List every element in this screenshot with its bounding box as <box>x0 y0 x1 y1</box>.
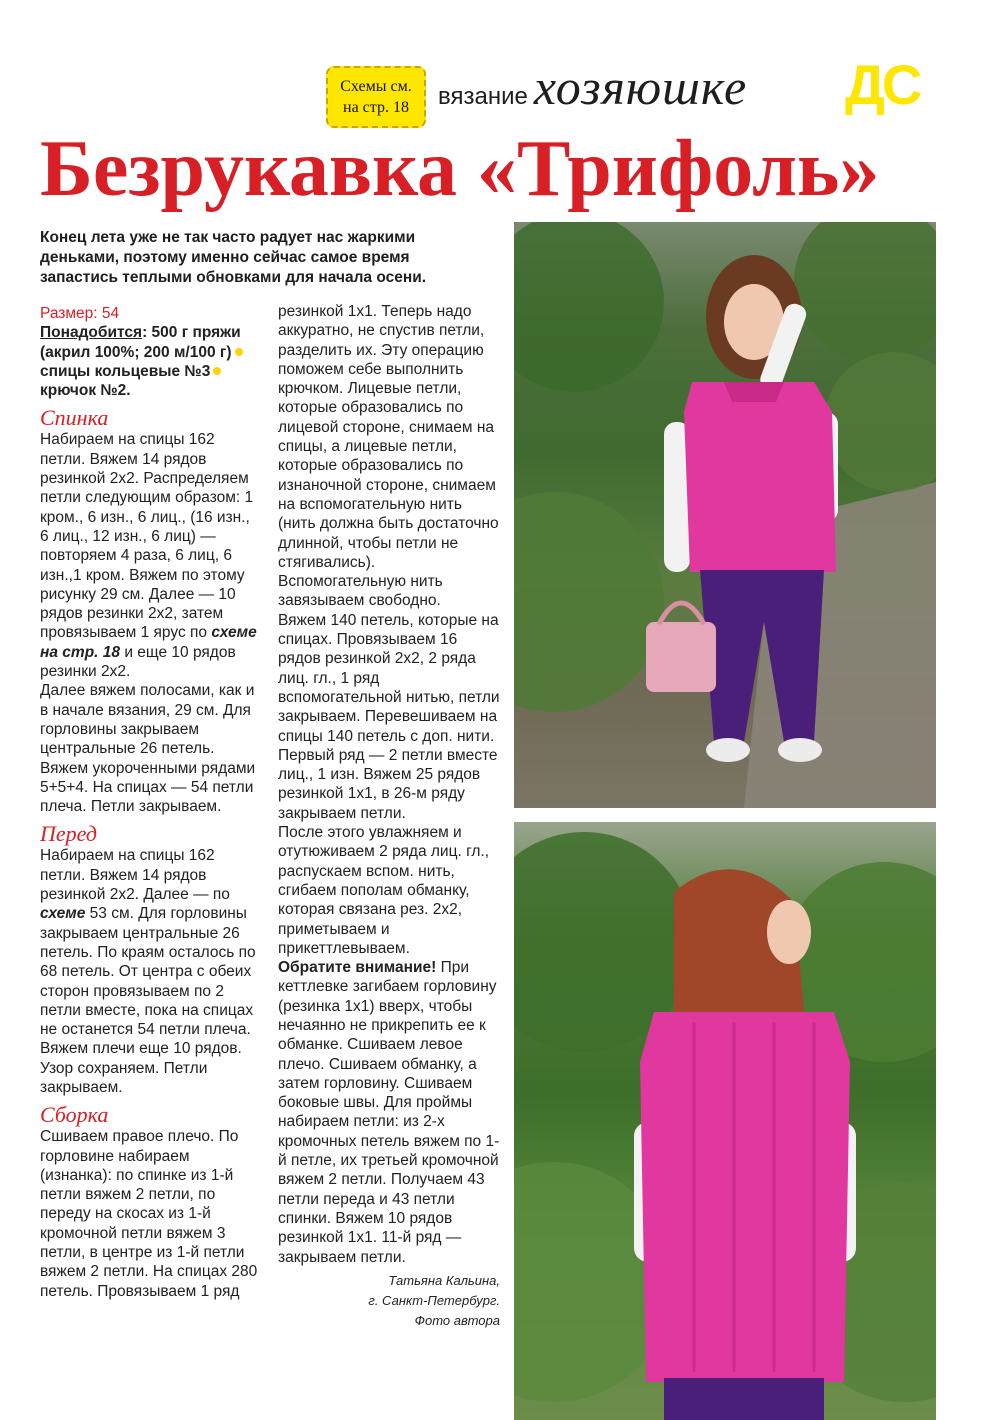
front-paragraph <box>40 846 262 1097</box>
bullet-icon <box>235 348 243 356</box>
author-city: г. Санкт-Петербург. <box>368 1292 500 1308</box>
magazine-logo: ДС <box>845 53 920 116</box>
text-column-1 <box>40 304 262 1301</box>
front-text-b: 53 см. Для горловины закрываем центральные 26 петель. По краям осталось по 68 петель. От центра с обеих сторон провязываем по 2 петли вместе, пока на спицах не останется 54 петли плеча. Вяжем плечи еще 10 рядов. Узор сохраняем. Петли закрываем. <box>40 905 256 1096</box>
assembly-paragraph-4: После этого увлажняем и отутюживаем 2 ряда лиц. гл., распускаем вспом. нить, сгибаем пополам обманку, которая связана рез. 2х2, приметываем и прикеттлевываем. <box>278 824 490 957</box>
back-text-a: Набираем на спицы 162 петли. Вяжем 14 рядов резинкой 2х2. Распределяем петли следующим образом: 1 кром., 6 изн., 6 лиц., (16 изн., 6 лиц., 12 изн., 6 лиц) — повторяем 4 раза, 6 лиц, 6 изн.,1 кром. Вяжем по этому рисунку 29 см. Далее — 10 рядов резинки 2х2, затем провязываем 1 ярус по <box>40 431 254 642</box>
assembly-text-e: При кеттлевке загибаем горловину (резинка 1х1) вверх, чтобы нечаянно не прикрепить ее к обманке. Сшиваем левое плечо. Сшиваем обманку, а затем горловину. Сшиваем боковые швы. Для проймы набираем петли: из 2-х кромочных петель вяжем по 1-й петле, их третьей кромочной вяжем 2 петли. Получаем 43 петли переда и 43 петли спинки. Вяжем 10 рядов резинкой 1х1. 11-й ряд — закрываем петли. <box>278 959 500 1266</box>
badge-line-2: на стр. 18 <box>343 99 409 116</box>
size-line: Размер: 54 <box>40 305 120 322</box>
photo-back-illustration <box>514 822 936 1420</box>
article-lead: Конец лета уже не так часто радует нас жаркими деньками, поэтому именно сейчас самое время запастись теплыми обновками для начала осени. <box>40 229 427 286</box>
photo-back-view <box>514 822 936 1420</box>
materials-label: Понадобится <box>40 324 143 342</box>
front-text-a: Набираем на спицы 162 петли. Вяжем 14 рядов резинкой 2х2. Далее — по <box>40 847 230 904</box>
text-column-2 <box>278 302 500 1331</box>
schemes-badge <box>326 66 426 128</box>
rubric-header <box>438 58 747 118</box>
signature <box>278 1271 500 1331</box>
section-title-back: Спинка <box>40 405 109 431</box>
materials-line <box>40 323 262 400</box>
back-text-b: и еще 10 рядов резинки 2х2. <box>40 643 236 681</box>
assembly-paragraph-5 <box>278 958 500 1267</box>
bullet-icon <box>213 367 221 375</box>
photo-front-view <box>514 222 936 808</box>
attention-label: Обратите внимание! <box>278 959 437 977</box>
materials-yarn: : 500 г пряжи (акрил 100%; 200 м/100 г) <box>40 324 241 361</box>
back-scheme-ref: схеме на стр. 18 <box>40 624 257 661</box>
badge-line-1: Схемы см. <box>340 78 412 95</box>
back-paragraph-2: Далее вяжем полосами, как и в начале вязания, 29 см. Для горловины закрываем центральные 26 петель. Вяжем укороченными рядами 5+5+4. На спицах — 54 петли плеча. Петли закрываем. <box>40 682 256 816</box>
front-scheme-ref: схеме <box>40 905 86 923</box>
author-name: Татьяна Кальина, <box>388 1272 500 1288</box>
rubric-title: хозяюшке <box>533 59 748 115</box>
assembly-paragraph-1: Сшиваем правое плечо. По горловине набираем (изнанка): по спинке из 1-й петли вяжем 2 петли, по переду на скосах из 1-й кромочной петли вяжем 3 петли, в центре из 1-й петли вяжем 2 петли. На спицах 280 петель. Провязываем 1 ряд <box>40 1128 258 1300</box>
assembly-paragraph-2: резинкой 1х1. Теперь надо аккуратно, не спустив петли, разделить их. Эту операцию поможем себе выполнить крючком. Лицевые петли, которые образовались по лицевой стороне, снимаем на спицы, а лицевые петли, которые образовались по изнаночной стороне, снимаем на вспомогательную нить (нить должна быть достаточно длинной, чтобы петли не стягивались). Вспомогательную нить завязываем свободно. <box>278 303 499 610</box>
assembly-paragraph-3: Вяжем 140 петель, которые на спицах. Провязываем 16 рядов резинкой 2х2, 2 ряда лиц. гл., 1 ряд вспомогательной нитью, петли закрываем. Перевешиваем на спицы 140 петель с доп. нити. Первый ряд — 2 петли вместе лиц., 1 изн. Вяжем 25 рядов резинкой 1х1, в 26-м ряду закрываем петли. <box>278 611 500 822</box>
photo-credit: Фото автора <box>414 1312 500 1328</box>
materials-needles: спицы кольцевые №3 <box>40 362 211 380</box>
back-paragraph-1 <box>40 430 262 681</box>
materials-hook: крючок №2. <box>40 382 131 400</box>
article-title: Безрукавка «Трифоль» <box>40 125 880 213</box>
rubric-small: вязание <box>438 83 528 110</box>
section-title-front: Перед <box>40 821 97 847</box>
photo-front-illustration <box>514 222 936 808</box>
section-title-assembly: Сборка <box>40 1102 109 1128</box>
